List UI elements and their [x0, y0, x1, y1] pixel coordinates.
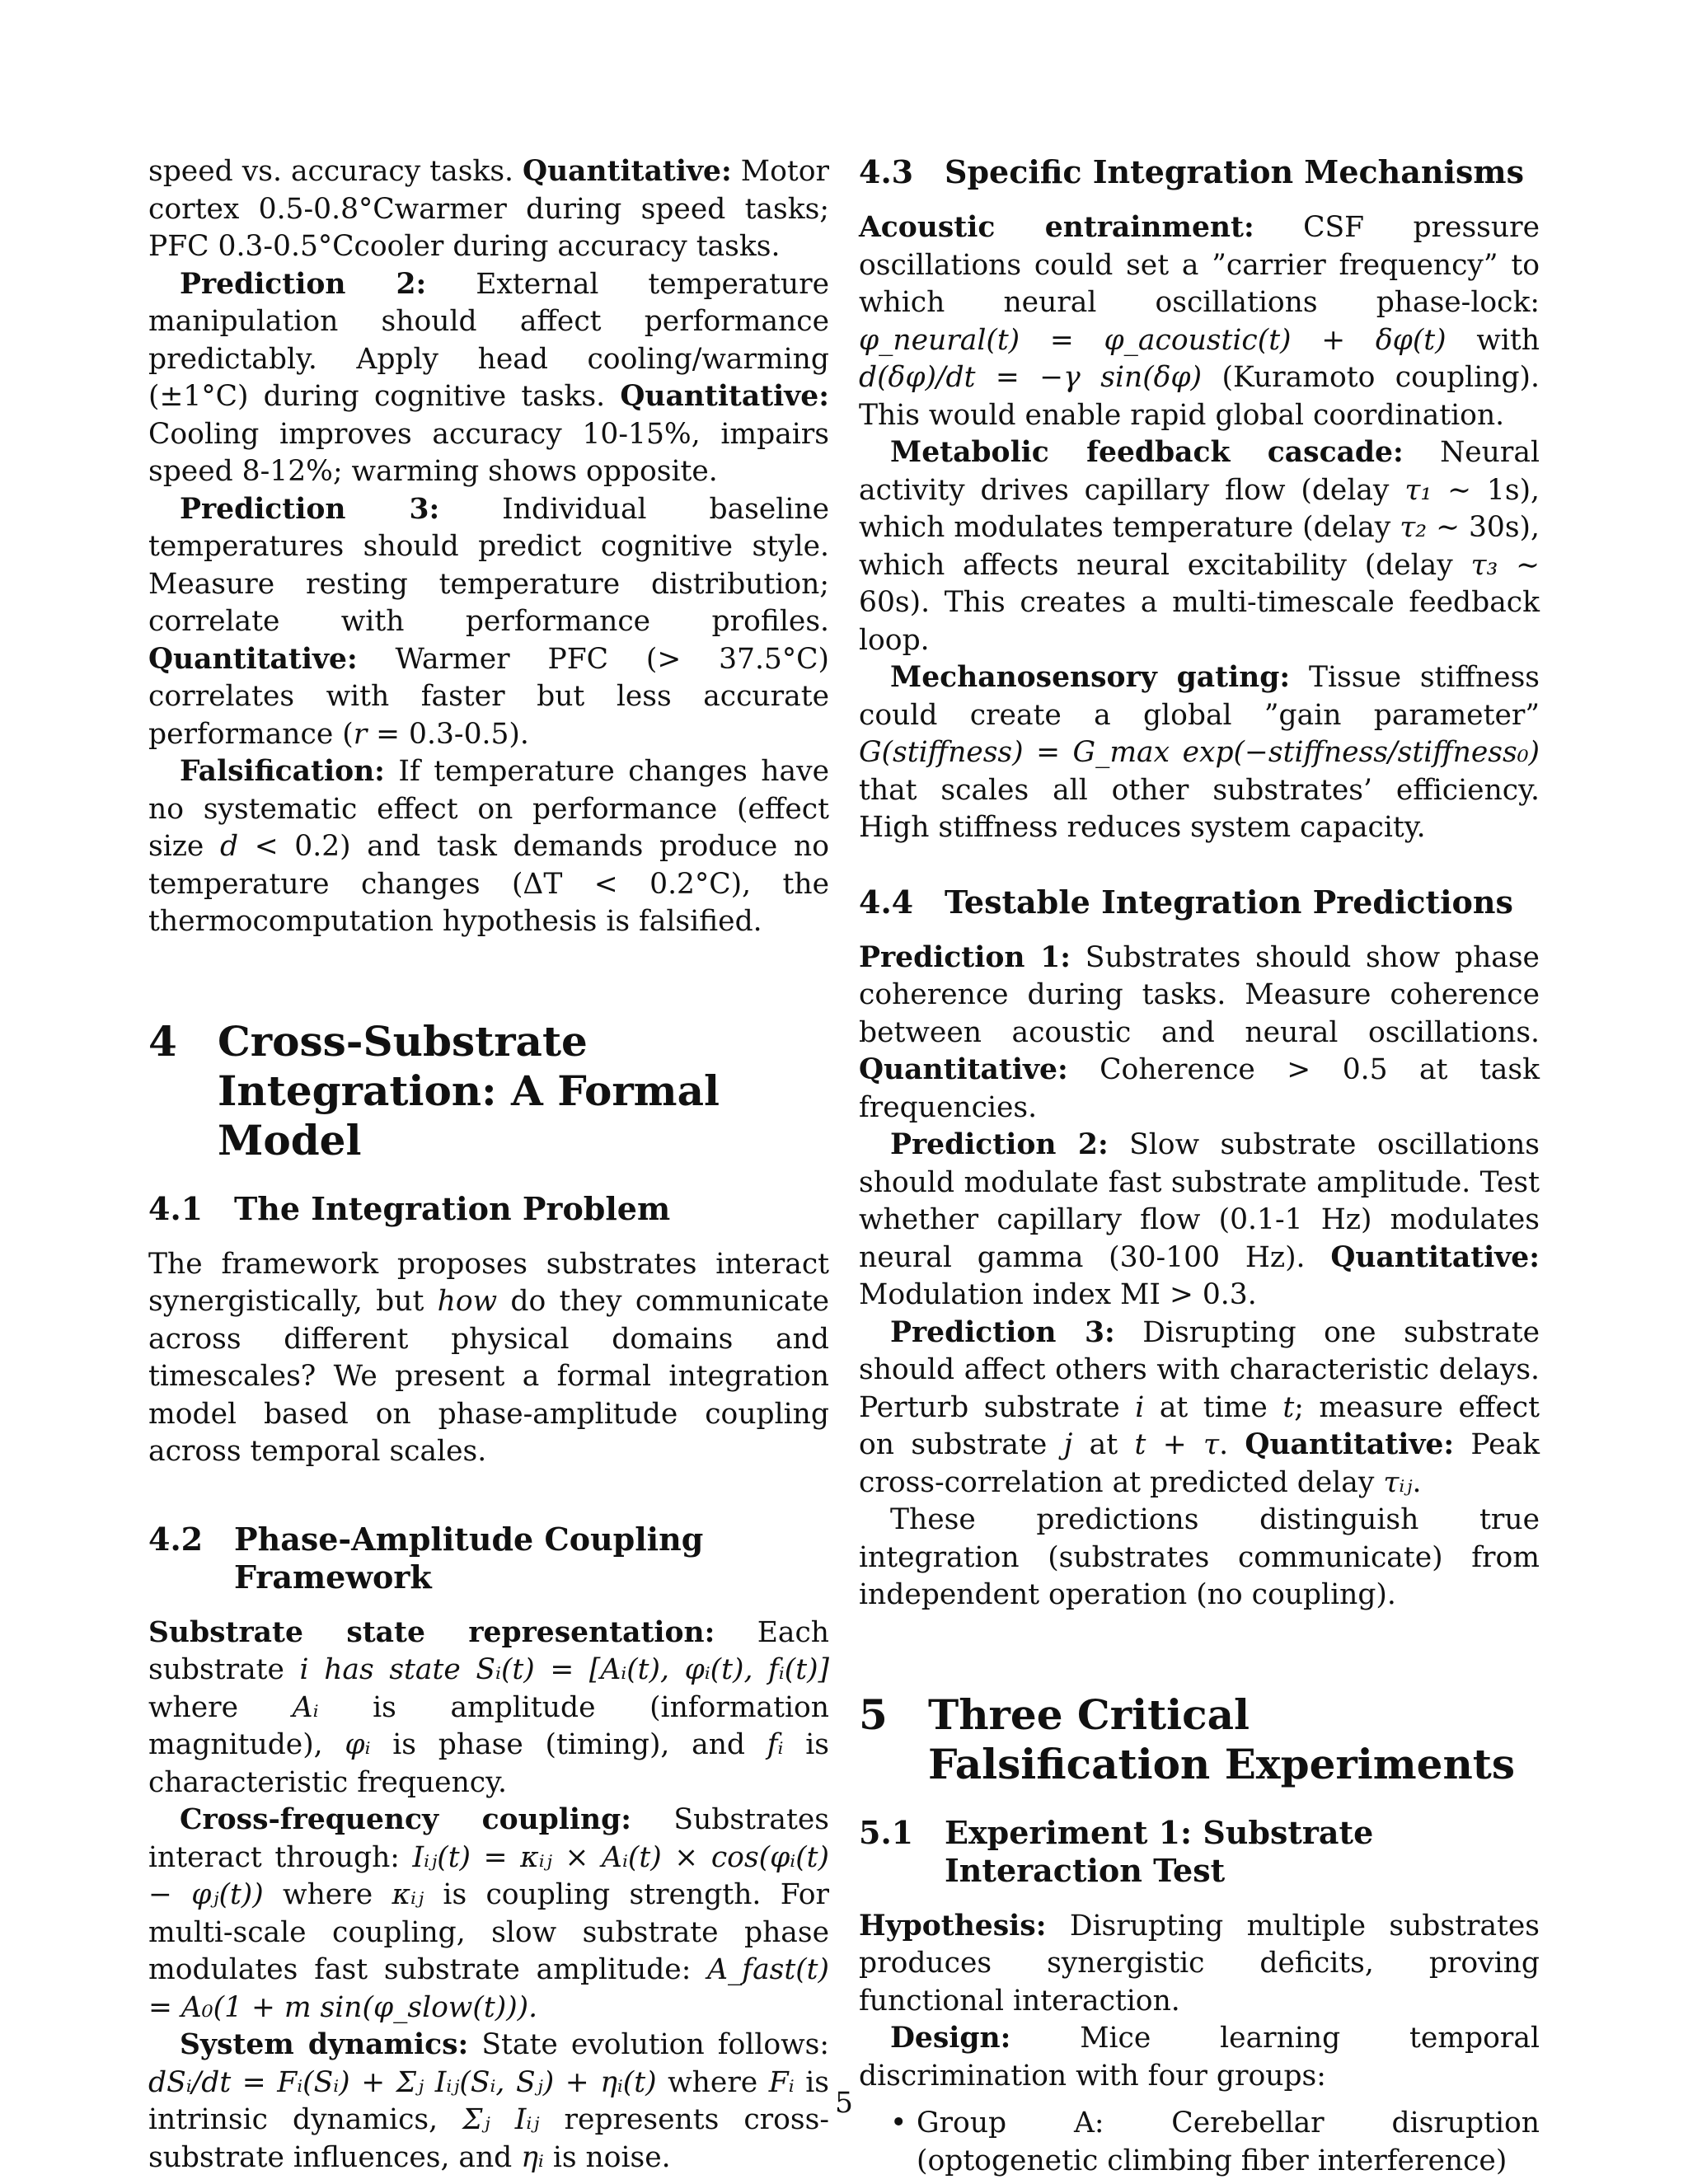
paragraph-cross-frequency: [148, 1802, 829, 2027]
text: where: [263, 1878, 392, 1911]
section-heading-4: [148, 1017, 829, 1165]
text: 1s), which modulates temperature (delay: [859, 473, 1540, 544]
subsection-number: 5.1: [859, 1813, 914, 1851]
text: speed vs. accuracy tasks.: [148, 155, 523, 188]
text: is coupling strength. For multi-scale coupling, slow substrate phase modulates fast substrate amplitude:: [148, 1878, 830, 1986]
math: τ₂ ∼: [1400, 511, 1460, 544]
quantitative-label: Quantitative:: [859, 1053, 1068, 1086]
term-label: Cross-frequency coupling:: [180, 1803, 631, 1836]
term-label: Design:: [890, 2022, 1011, 2055]
subsection-title: Testable Integration Predictions: [945, 883, 1513, 921]
text: Mice learning temporal discrimination with four groups:: [859, 2022, 1540, 2093]
math: φᵢ: [345, 1728, 371, 1761]
subsection-title: Specific Integration Mechanisms: [945, 153, 1524, 190]
text: Disrupting one substrate should affect others with characteristic delays. Perturb substrate: [859, 1315, 1540, 1424]
paragraph-metabolic-feedback: [859, 434, 1540, 659]
text: < 0.2) and task demands produce no temperature changes (ΔT < 0.2°C), the thermocomputation hypothesis is falsified.: [148, 830, 829, 938]
list-item: • Group A: Cerebellar disruption (optogenetic climbing fiber interference): [859, 2105, 1540, 2180]
text: CSF pressure oscillations could set a ”carrier frequency” to which neural oscillations phase-lock:: [859, 211, 1540, 319]
math: j: [1063, 1428, 1073, 1461]
text: is noise.: [543, 2140, 671, 2174]
term-label: System dynamics:: [180, 2028, 469, 2061]
math: Iᵢⱼ(t) = κᵢⱼ × Aᵢ(t) × cos(φᵢ(t) − φⱼ(t)): [148, 1840, 829, 1911]
paragraph-hypothesis: [859, 1908, 1540, 2021]
text: Coherence > 0.5 at task frequencies.: [859, 1053, 1540, 1124]
paragraph-falsification: [148, 753, 829, 941]
math: d(δφ)/dt = −γ sin(δφ): [859, 361, 1203, 394]
section-heading-5: [859, 1690, 1540, 1789]
math: ηᵢ: [521, 2140, 544, 2174]
text: is phase (timing), and: [370, 1728, 767, 1761]
text: with: [1446, 323, 1540, 357]
math: i: [1135, 1390, 1145, 1424]
text: If temperature changes have no systematic effect on performance (effect size: [148, 755, 829, 863]
math: i has state Sᵢ(t) = [Aᵢ(t), φᵢ(t), fᵢ(t)]: [299, 1653, 829, 1686]
paragraph-integration-problem: [148, 1246, 829, 1471]
subsection-number: 4.3: [859, 153, 914, 190]
math: κᵢⱼ: [392, 1878, 424, 1911]
quantitative-label: Quantitative:: [148, 642, 358, 676]
subsection-title: The Integration Problem: [234, 1189, 671, 1227]
page-number: 5: [835, 2087, 853, 2120]
math: d: [220, 830, 239, 863]
text: Each substrate: [148, 1615, 829, 1686]
paragraph-temperature-tasks: [148, 153, 829, 266]
text: ; measure effect on substrate: [859, 1390, 1540, 1461]
math: Aᵢ: [292, 1690, 319, 1724]
section-title: Cross-Substrate Integration: A Formal Model: [218, 1016, 720, 1165]
text: .: [1219, 1428, 1245, 1461]
paragraph-design: [859, 2020, 1540, 2095]
prediction-label: Prediction 1:: [859, 940, 1071, 974]
paragraph-integration-prediction-3: [859, 1315, 1540, 1502]
prediction-label: Prediction 2:: [180, 267, 427, 301]
section-title: Three Critical Falsification Experiments: [928, 1690, 1516, 1788]
paragraph-prediction-2: [148, 266, 829, 491]
text: Motor cortex 0.5-0.8°Cwarmer during speed tasks; PFC 0.3-0.5°Ccooler during accuracy tasks.: [148, 155, 829, 263]
text: do they communicate across different physical domains and timescales? We present a formal integration model based on phase-amplitude coupling across temporal scales.: [148, 1285, 829, 1468]
paragraph-substrate-state: [148, 1615, 829, 1802]
paragraph-integration-prediction-2: [859, 1127, 1540, 1315]
emphasis: how: [437, 1285, 498, 1318]
text: is amplitude (information magnitude),: [148, 1690, 829, 1761]
math: A_fast(t) = A₀(1 + m sin(φ_slow(t))).: [148, 1953, 829, 2024]
term-label: Substrate state representation:: [148, 1615, 715, 1649]
paragraph-predictions-summary: These predictions distinguish true integration (substrates communicate) from independent operation (no coupling).: [859, 1503, 1540, 1611]
term-label: Metabolic feedback cascade:: [890, 436, 1404, 469]
subsection-number: 4.2: [148, 1520, 204, 1558]
text: (Kuramoto coupling). This would enable rapid global coordination.: [859, 361, 1540, 432]
quantitative-label: Quantitative:: [620, 380, 829, 413]
quantitative-label: Quantitative:: [1330, 1240, 1540, 1274]
paragraph-acoustic-entrainment: [859, 209, 1540, 434]
text: External temperature manipulation should affect performance predictably. Apply head cooling/warming (±1°C) during cognitive tasks.: [148, 267, 829, 413]
text: represents cross-substrate influences, and: [148, 2103, 829, 2174]
text: at: [1072, 1428, 1135, 1461]
prediction-label: Prediction 2:: [890, 1128, 1109, 1161]
math: fᵢ: [767, 1728, 784, 1761]
section-number: 5: [859, 1690, 888, 1739]
math: τᵢⱼ: [1383, 1465, 1413, 1499]
right-column: [859, 153, 1540, 2180]
math: Σⱼ Iᵢⱼ: [462, 2103, 540, 2136]
subsection-heading-4-2: [148, 1521, 829, 1596]
subsection-heading-4-1: [148, 1190, 829, 1228]
text: Slow substrate oscillations should modulate fast substrate amplitude. Test whether capillary flow (0.1-1 Hz) modulates neural gamma (30-100 Hz).: [859, 1128, 1540, 1274]
text: is intrinsic dynamics,: [148, 2065, 829, 2136]
section-number: 4: [148, 1016, 177, 1066]
text: Substrates interact through:: [148, 1803, 829, 1874]
math: τ₁ ∼: [1404, 473, 1472, 507]
text: Peak cross-correlation at predicted delay: [859, 1428, 1540, 1499]
text: Cooling improves accuracy 10-15%, impairs speed 8-12%; warming shows opposite.: [148, 417, 829, 488]
term-label: Hypothesis:: [859, 1909, 1047, 1943]
subsection-heading-5-1: [859, 1814, 1540, 1890]
paragraph-prediction-3: [148, 491, 829, 754]
math: dSᵢ/dt = Fᵢ(Sᵢ) + Σⱼ Iᵢⱼ(Sᵢ, Sⱼ) + ηᵢ(t): [148, 2065, 657, 2099]
quantitative-label: Quantitative:: [1245, 1428, 1455, 1461]
subsection-heading-4-3: [859, 153, 1540, 191]
subsection-heading-4-4: [859, 883, 1540, 921]
term-label: Acoustic entrainment:: [859, 211, 1254, 244]
subsection-title: Phase-Amplitude Coupling Framework: [234, 1520, 704, 1596]
quantitative-label: Quantitative:: [523, 155, 732, 188]
math: t: [1282, 1390, 1295, 1424]
paragraph-mechanosensory-gating: [859, 659, 1540, 847]
text: where: [656, 2065, 769, 2099]
falsification-label: Falsification:: [180, 755, 385, 788]
text: at time: [1144, 1390, 1283, 1424]
text: 60s). This creates a multi-timescale feedback loop.: [859, 586, 1540, 657]
text: Neural activity drives capillary flow (delay: [859, 436, 1540, 507]
text: Tissue stiffness could create a global ”gain parameter”: [859, 661, 1540, 732]
prediction-label: Prediction 3:: [180, 492, 440, 526]
term-label: Mechanosensory gating:: [890, 661, 1291, 694]
subsection-number: 4.4: [859, 883, 914, 921]
text: The framework proposes substrates interact synergistically, but: [148, 1247, 829, 1318]
text: = 0.3-0.5).: [367, 717, 529, 751]
text: Individual baseline temperatures should predict cognitive style. Measure resting temperature distribution; correlate with performance profiles.: [148, 492, 829, 638]
paragraph-integration-prediction-1: [859, 940, 1540, 1127]
text: where: [148, 1690, 293, 1724]
text: 30s), which affects neural excitability (delay: [859, 511, 1540, 582]
math: G(stiffness) = G_max exp(−stiffness/stiffness₀): [859, 736, 1540, 769]
left-column: [148, 153, 829, 2177]
text: State evolution follows:: [468, 2028, 830, 2061]
prediction-label: Prediction 3:: [890, 1315, 1115, 1349]
math: r: [353, 717, 368, 751]
text: Warmer PFC (> 37.5°C) correlates with faster but less accurate performance (: [148, 642, 829, 751]
text: Modulation index MI > 0.3.: [859, 1278, 1257, 1311]
text: Substrates should show phase coherence during tasks. Measure coherence between acoustic and neural oscillations.: [859, 940, 1540, 1049]
text: Disrupting multiple substrates produces synergistic deficits, proving functional interaction.: [859, 1909, 1540, 2018]
math: t + τ: [1134, 1428, 1220, 1461]
math: Fᵢ: [768, 2065, 795, 2099]
text: .: [1412, 1465, 1422, 1499]
text: that scales all other substrates’ efficiency. High stiffness reduces system capacity.: [859, 773, 1540, 844]
subsection-title: Experiment 1: Substrate Interaction Test: [945, 1813, 1374, 1889]
subsection-number: 4.1: [148, 1189, 204, 1227]
math: τ₃ ∼: [1470, 548, 1540, 582]
math: φ_neural(t) = φ_acoustic(t) + δφ(t): [859, 323, 1447, 357]
text: is characteristic frequency.: [148, 1728, 829, 1799]
